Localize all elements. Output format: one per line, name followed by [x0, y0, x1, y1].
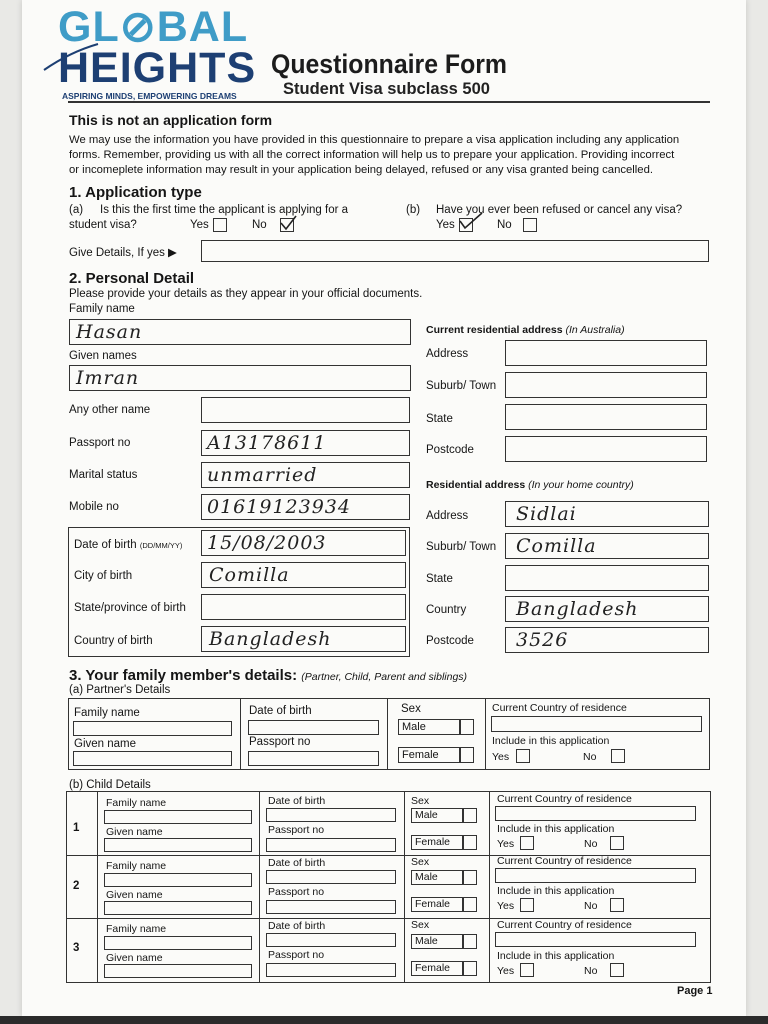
child2-sex-label: Sex — [411, 856, 430, 868]
check-mark-icon — [279, 215, 297, 233]
child2-include-yes-checkbox[interactable] — [520, 898, 534, 912]
au-suburb-field[interactable] — [505, 372, 707, 398]
child1-passport-label: Passport no — [268, 824, 325, 836]
partner-include-no-checkbox[interactable] — [611, 749, 625, 763]
marital-value: unmarried — [207, 464, 318, 486]
child2-passport-label: Passport no — [268, 886, 325, 898]
partner-table-divider — [485, 698, 486, 770]
home-suburb-field[interactable] — [505, 533, 709, 559]
home-suburb-value: Comilla — [516, 535, 597, 557]
au-suburb-label: Suburb/ Town — [426, 380, 497, 392]
section1-heading: 1. Application type — [69, 184, 202, 201]
qb-yes-label: Yes — [436, 219, 455, 231]
child3-sex-male[interactable]: Male — [411, 934, 463, 949]
partner-country-field[interactable] — [491, 716, 702, 732]
child2-include-no-checkbox[interactable] — [610, 898, 624, 912]
check-mark-icon — [458, 211, 484, 233]
home-postcode-field[interactable] — [505, 627, 709, 653]
au-address-heading: Current residential address (In Australia) — [426, 324, 625, 336]
child1-include-no-label: No — [584, 838, 598, 850]
child2-country-field[interactable] — [495, 868, 696, 883]
child2-sex-female[interactable]: Female — [411, 897, 463, 912]
home-address-label: Address — [426, 510, 469, 522]
child1-given-name-label: Given name — [106, 826, 163, 838]
partner-sex-male[interactable]: Male — [398, 719, 460, 735]
logo-swoosh-icon — [40, 40, 100, 80]
family-name-value: Hasan — [76, 321, 143, 343]
qa-no-label: No — [252, 219, 267, 231]
section3-heading: 3. Your family member's details: (Partner, Child, Parent and siblings) — [69, 667, 468, 684]
child1-sex-male[interactable]: Male — [411, 808, 463, 823]
child3-passport-field[interactable] — [266, 963, 396, 977]
child-table-divider — [97, 791, 98, 983]
home-state-label: State — [426, 573, 453, 585]
partner-include-yes-checkbox[interactable] — [516, 749, 530, 763]
au-postcode-field[interactable] — [505, 436, 707, 462]
logo-global: GL⊘BAL — [58, 3, 249, 51]
child2-family-name-label: Family name — [106, 860, 167, 872]
partner-male-checkbox[interactable] — [460, 719, 474, 735]
child2-family-name-field[interactable] — [104, 873, 252, 887]
mobile-value: 01619123934 — [207, 496, 351, 518]
qb-question: Have you ever been refused or cancel any visa? — [436, 204, 683, 216]
child1-country-label: Current Country of residence — [497, 793, 632, 805]
city-label: City of birth — [74, 570, 133, 582]
child2-sex-male[interactable]: Male — [411, 870, 463, 885]
details-label: Give Details, If yes ▶ — [69, 247, 177, 259]
child1-include-no-checkbox[interactable] — [610, 836, 624, 850]
au-address-label: Address — [426, 348, 469, 360]
child2-include-label: Include in this application — [497, 885, 615, 897]
child1-sex-female[interactable]: Female — [411, 835, 463, 850]
child1-family-name-label: Family name — [106, 797, 167, 809]
child1-family-name-field[interactable] — [104, 810, 252, 824]
city-field[interactable] — [201, 562, 406, 588]
city-value: Comilla — [209, 564, 290, 586]
intro-line-2: forms. Remember, providing us with all the correct information will help us to prepare your application. Providing incorrect — [69, 149, 675, 161]
passport-label: Passport no — [69, 437, 131, 449]
page-number: Page 1 — [677, 985, 713, 997]
home-suburb-label: Suburb/ Town — [426, 541, 497, 553]
dob-label: Date of birth (DD/MM/YY) — [74, 539, 183, 551]
given-names-field[interactable] — [69, 365, 411, 391]
child2-female-checkbox[interactable] — [463, 897, 477, 912]
qa-yes-label: Yes — [190, 219, 209, 231]
au-state-field[interactable] — [505, 404, 707, 430]
marital-field[interactable] — [201, 462, 410, 488]
partner-sex-label: Sex — [401, 703, 421, 715]
child2-include-no-label: No — [584, 900, 598, 912]
partner-family-name-field[interactable] — [73, 721, 232, 736]
intro-line-3: or incomeplete information may result in your application being delayed, refused or any visa granted being cancelled. — [69, 164, 654, 176]
child3-passport-label: Passport no — [268, 949, 325, 961]
child2-given-name-label: Given name — [106, 889, 163, 901]
qb-no-label: No — [497, 219, 512, 231]
child3-include-yes-label: Yes — [497, 965, 515, 977]
qb-tag: (b) — [406, 204, 421, 216]
partner-country-label: Current Country of residence — [492, 702, 627, 714]
marital-label: Marital status — [69, 469, 138, 481]
child3-dob-label: Date of birth — [268, 920, 326, 932]
partner-heading: (a) Partner's Details — [69, 684, 171, 696]
child3-include-no-checkbox[interactable] — [610, 963, 624, 977]
home-country-value: Bangladesh — [516, 598, 639, 620]
child3-dob-field[interactable] — [266, 933, 396, 947]
header-divider — [68, 101, 710, 103]
home-country-field[interactable] — [505, 596, 709, 622]
child3-country-label: Current Country of residence — [497, 919, 632, 931]
child2-given-name-field[interactable] — [104, 901, 252, 915]
family-name-field[interactable] — [69, 319, 411, 345]
child3-female-checkbox[interactable] — [463, 961, 477, 976]
partner-table-divider — [240, 698, 241, 770]
child3-family-name-field[interactable] — [104, 936, 252, 950]
child1-include-yes-label: Yes — [497, 838, 515, 850]
country-birth-label: Country of birth — [74, 635, 153, 647]
country-birth-field[interactable] — [201, 626, 406, 652]
logo-heights: HEIGHTS — [58, 44, 257, 92]
section2-instruction: Please provide your details as they appear in your official documents. — [69, 288, 423, 300]
partner-given-name-field[interactable] — [73, 751, 232, 766]
other-name-label: Any other name — [69, 404, 151, 416]
home-postcode-label: Postcode — [426, 635, 474, 647]
partner-dob-field[interactable] — [248, 720, 379, 735]
section2-heading: 2. Personal Detail — [69, 270, 195, 287]
child2-male-checkbox[interactable] — [463, 870, 477, 885]
partner-given-name-label: Given name — [74, 738, 137, 750]
given-names-label: Given names — [69, 350, 137, 362]
child3-sex-label: Sex — [411, 919, 430, 931]
partner-dob-label: Date of birth — [249, 705, 312, 717]
qa-no-checkbox[interactable] — [280, 218, 294, 232]
intro-line-1: We may use the information you have provided in this questionnaire to prepare a visa application including any application — [69, 134, 680, 146]
child1-dob-label: Date of birth — [268, 795, 326, 807]
partner-passport-field[interactable] — [248, 751, 379, 766]
country-birth-value: Bangladesh — [209, 628, 332, 650]
home-address-value: Sidlai — [516, 503, 577, 525]
intro-heading: This is not an application form — [69, 112, 273, 128]
state-province-label: State/province of birth — [74, 602, 186, 614]
child3-family-name-label: Family name — [106, 923, 167, 935]
partner-sex-female[interactable]: Female — [398, 747, 460, 763]
home-address-heading: Residential address (In your home country) — [426, 479, 634, 491]
child1-passport-field[interactable] — [266, 838, 396, 852]
qa-question-line2: student visa? — [69, 219, 137, 231]
home-postcode-value: 3526 — [516, 629, 569, 651]
qa-question-line1: Is this the first time the applicant is applying for a — [100, 204, 349, 216]
child-heading: (b) Child Details — [69, 779, 151, 791]
partner-include-no-label: No — [583, 751, 597, 763]
child-row-number: 3 — [73, 942, 80, 954]
child1-include-yes-checkbox[interactable] — [520, 836, 534, 850]
scan-edge — [0, 1016, 768, 1024]
dob-value: 15/08/2003 — [207, 532, 327, 554]
child3-country-field[interactable] — [495, 932, 696, 947]
child1-include-label: Include in this application — [497, 823, 615, 835]
qb-no-checkbox[interactable] — [523, 218, 537, 232]
state-province-field[interactable] — [201, 594, 406, 620]
child3-given-name-field[interactable] — [104, 964, 252, 978]
partner-female-checkbox[interactable] — [460, 747, 474, 763]
child1-male-checkbox[interactable] — [463, 808, 477, 823]
child2-dob-label: Date of birth — [268, 857, 326, 869]
child3-include-no-label: No — [584, 965, 598, 977]
form-subtitle: Student Visa subclass 500 — [283, 80, 490, 98]
child1-sex-label: Sex — [411, 795, 430, 807]
child-table-divider — [259, 791, 260, 983]
details-field[interactable] — [201, 240, 709, 262]
mobile-field[interactable] — [201, 494, 410, 520]
child3-include-label: Include in this application — [497, 950, 615, 962]
child3-include-yes-checkbox[interactable] — [520, 963, 534, 977]
child2-include-yes-label: Yes — [497, 900, 515, 912]
other-name-field[interactable] — [201, 397, 410, 423]
child3-sex-female[interactable]: Female — [411, 961, 463, 976]
qa-tag: (a) — [69, 204, 84, 216]
child-row-number: 2 — [73, 880, 80, 892]
partner-passport-label: Passport no — [249, 736, 311, 748]
given-names-value: Imran — [76, 367, 140, 389]
child-table-divider — [489, 791, 490, 983]
form-title: Questionnaire Form — [271, 49, 508, 79]
child-table-divider — [404, 791, 405, 983]
child3-male-checkbox[interactable] — [463, 934, 477, 949]
home-state-field[interactable] — [505, 565, 709, 591]
au-postcode-label: Postcode — [426, 444, 474, 456]
partner-family-name-label: Family name — [74, 707, 140, 719]
au-state-label: State — [426, 413, 453, 425]
child2-country-label: Current Country of residence — [497, 855, 632, 867]
child1-female-checkbox[interactable] — [463, 835, 477, 850]
child3-given-name-label: Given name — [106, 952, 163, 964]
child1-dob-field[interactable] — [266, 808, 396, 822]
partner-include-yes-label: Yes — [492, 751, 510, 763]
mobile-label: Mobile no — [69, 501, 119, 513]
partner-table-divider — [387, 698, 388, 770]
child1-given-name-field[interactable] — [104, 838, 252, 852]
child-row-number: 1 — [73, 822, 80, 834]
passport-value: A13178611 — [207, 432, 327, 454]
child2-dob-field[interactable] — [266, 870, 396, 884]
logo-tagline: ASPIRING MINDS, EMPOWERING DREAMS — [62, 91, 237, 101]
qa-yes-checkbox[interactable] — [213, 218, 227, 232]
dob-field[interactable] — [201, 530, 406, 556]
child1-country-field[interactable] — [495, 806, 696, 821]
family-name-label: Family name — [69, 303, 135, 315]
passport-field[interactable] — [201, 430, 410, 456]
home-country-label: Country — [426, 604, 467, 616]
qb-yes-checkbox[interactable] — [459, 218, 473, 232]
au-address-field[interactable] — [505, 340, 707, 366]
child2-passport-field[interactable] — [266, 900, 396, 914]
home-address-field[interactable] — [505, 501, 709, 527]
partner-include-label: Include in this application — [492, 735, 610, 747]
